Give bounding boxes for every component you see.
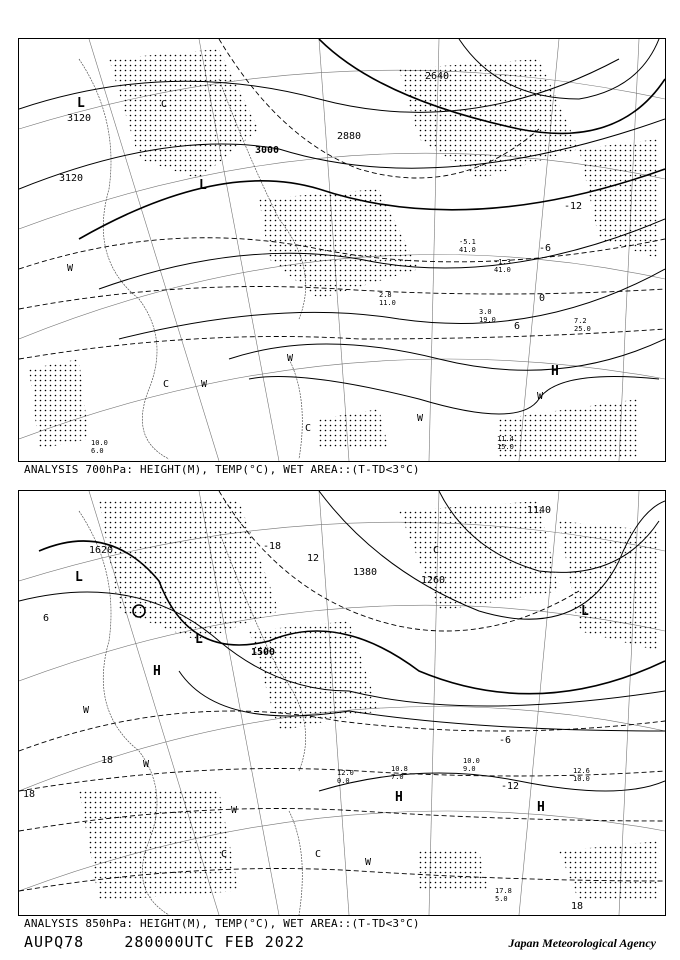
- temp-label: 6: [43, 613, 50, 624]
- high-center: H: [551, 364, 559, 379]
- station-value: 41.0: [494, 266, 511, 274]
- temp-label: 6: [514, 321, 521, 332]
- cold-label: C: [305, 423, 312, 434]
- station-value: 9.0: [463, 765, 476, 773]
- station-value: 10.0: [91, 439, 108, 447]
- station-value: 0.0: [337, 777, 350, 785]
- station-value: 11.0: [379, 299, 396, 307]
- station-value: 5.0: [495, 895, 508, 903]
- warm-label: W: [67, 263, 74, 274]
- low-center: L: [581, 604, 589, 619]
- temp-label: -6: [499, 735, 512, 746]
- station-value: -5.1: [459, 238, 476, 246]
- warm-label: W: [231, 805, 238, 816]
- low-center: L: [199, 178, 207, 193]
- station-value: 7.0: [391, 773, 404, 781]
- temp-label: -12: [564, 201, 583, 212]
- station-value: 19.0: [479, 316, 496, 324]
- height-label: 1140: [527, 505, 552, 516]
- high-center: H: [537, 800, 545, 815]
- low-center: L: [195, 632, 203, 647]
- station-value: 17.8: [495, 887, 512, 895]
- cold-label: C: [163, 379, 170, 390]
- cold-label: C: [433, 545, 440, 556]
- station-value: 10.0: [463, 757, 480, 765]
- height-label: 3000: [255, 145, 280, 156]
- temp-label: 18: [571, 901, 584, 912]
- low-center: L: [75, 570, 83, 585]
- wet-areas: [29, 49, 659, 459]
- warm-label: W: [287, 353, 294, 364]
- panel-caption-850hpa: ANALYSIS 850hPa: HEIGHT(M), TEMP(°C), WET AREA::(T-TD<3°C): [24, 917, 420, 930]
- station-value: 7.2: [574, 317, 587, 325]
- station-value: 10.8: [391, 765, 408, 773]
- station-value: 3.0: [479, 308, 492, 316]
- height-label: 1620: [89, 545, 114, 556]
- height-label: 2640: [425, 71, 450, 82]
- map-700hpa: [19, 39, 665, 461]
- high-center: H: [153, 664, 161, 679]
- station-value: 6.0: [91, 447, 104, 455]
- temp-label: -6: [539, 243, 552, 254]
- temp-label: 0: [539, 293, 546, 304]
- station-value: 15.0: [497, 443, 514, 451]
- warm-label: W: [201, 379, 208, 390]
- temp-label: 18: [101, 755, 114, 766]
- temp-label: 12: [307, 553, 320, 564]
- height-label: 3120: [59, 173, 84, 184]
- panel-caption-700hpa: ANALYSIS 700hPa: HEIGHT(M), TEMP(°C), WET AREA::(T-TD<3°C): [24, 463, 420, 476]
- map-panel-850hpa: [18, 490, 666, 916]
- station-value: 12.6: [573, 767, 590, 775]
- chart-code: AUPQ78: [24, 933, 85, 951]
- station-value: 12.0: [337, 769, 354, 777]
- station-value: 2.8: [379, 291, 392, 299]
- high-center: H: [395, 790, 403, 805]
- cold-label: C: [161, 99, 168, 110]
- station-value: 10.0: [573, 775, 590, 783]
- temp-labels: [514, 201, 582, 332]
- height-label: 1380: [353, 567, 378, 578]
- temp-label: -18: [263, 541, 282, 552]
- chart-datetime: 280000UTC FEB 2022: [124, 933, 305, 951]
- warm-label: W: [365, 857, 372, 868]
- warm-label: W: [417, 413, 424, 424]
- warm-label: W: [537, 391, 544, 402]
- height-label: 1500: [251, 647, 276, 658]
- station-value: 11.4: [497, 435, 514, 443]
- chart-identifier: [24, 933, 305, 951]
- wet-areas: [79, 501, 659, 901]
- map-850hpa: [19, 491, 665, 915]
- station-value: -1.3: [494, 258, 511, 266]
- low-center: L: [77, 96, 85, 111]
- cold-label: C: [221, 849, 228, 860]
- temp-label: -12: [501, 781, 520, 792]
- agency-name: Japan Meteorological Agency: [508, 936, 656, 950]
- map-panel-700hpa: [18, 38, 666, 462]
- station-value: 41.0: [459, 246, 476, 254]
- cold-label: C: [315, 849, 322, 860]
- temp-label: 18: [23, 789, 36, 800]
- height-label: 3120: [67, 113, 92, 124]
- station-value: 25.0: [574, 325, 591, 333]
- warm-label: W: [83, 705, 90, 716]
- warm-label: W: [143, 759, 150, 770]
- height-label: 1260: [421, 575, 446, 586]
- height-label: 2880: [337, 131, 362, 142]
